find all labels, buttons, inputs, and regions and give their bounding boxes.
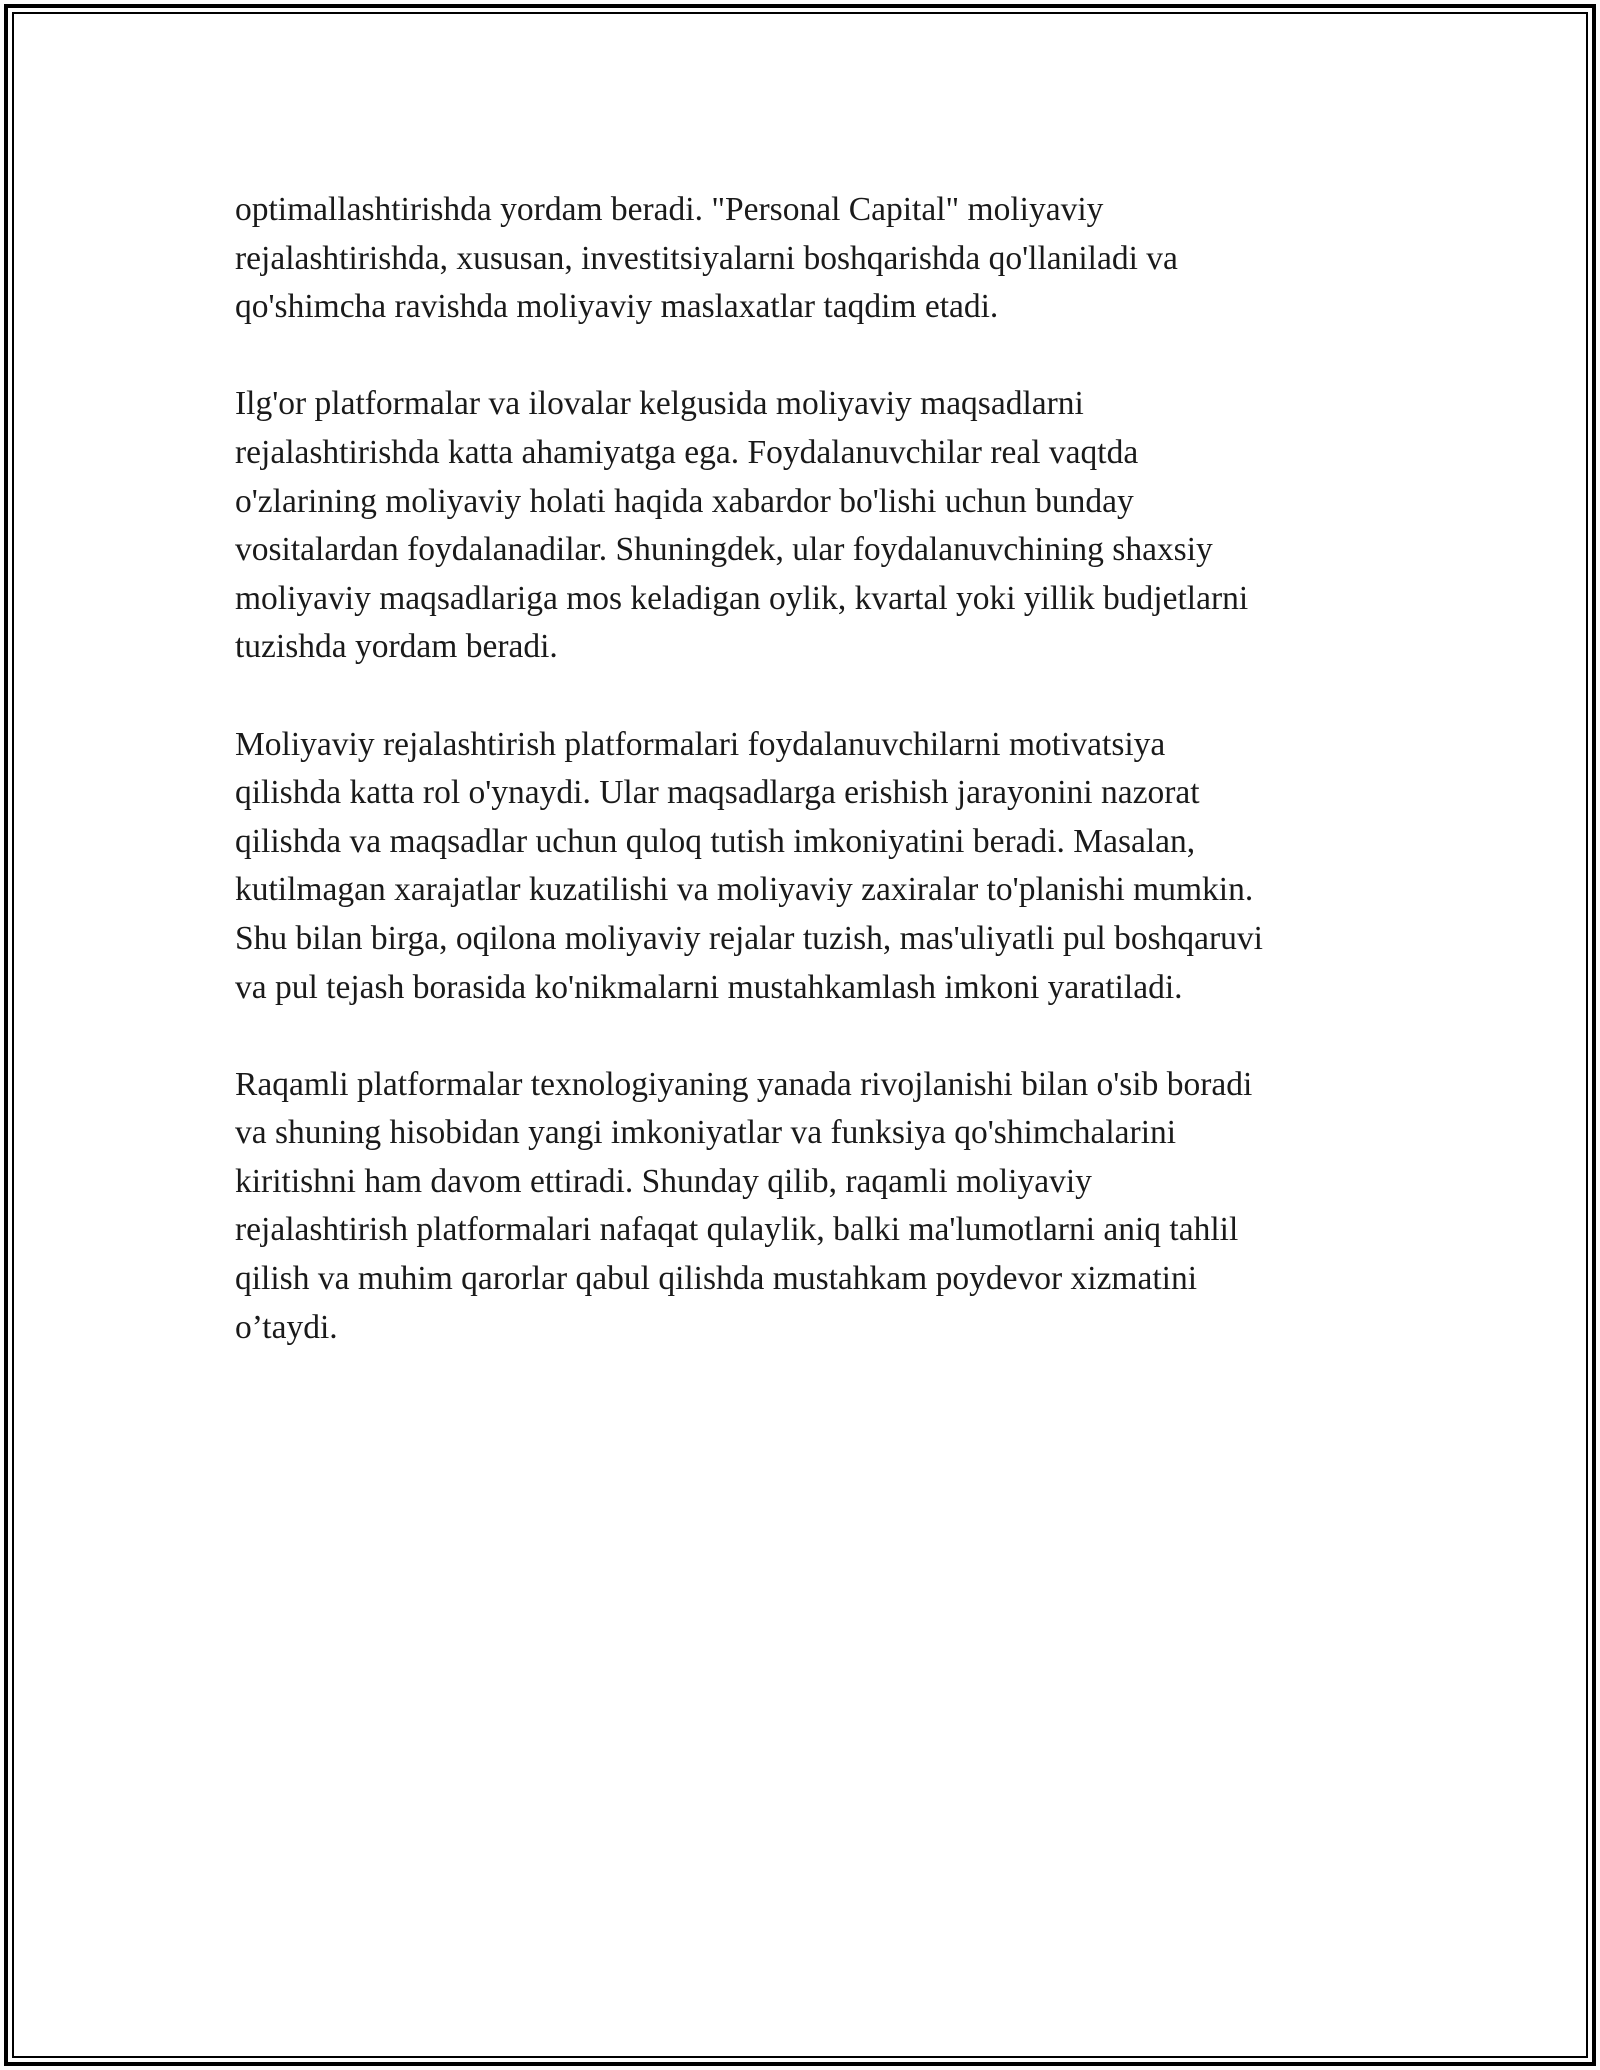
paragraph — [235, 1061, 1375, 1353]
text-line: rejalashtirishda katta ahamiyatga ega. Foydalanuvchilar real vaqtda — [235, 433, 1139, 471]
text-line: rejalashtirish platformalari nafaqat qulaylik, balki ma'lumotlarni aniq tahlil — [235, 1211, 1239, 1249]
text-line: qo'shimcha ravishda moliyaviy maslaxatlar taqdim etadi. — [235, 288, 999, 326]
text-line: qilish va muhim qarorlar qabul qilishda mustahkam poydevor xizmatini — [235, 1260, 1198, 1298]
document-body — [235, 186, 1375, 1401]
text-line: qilishda va maqsadlar uchun quloq tutish imkoniyatini beradi. Masalan, — [235, 822, 1196, 860]
paragraph — [235, 721, 1375, 1013]
text-line: optimallashtirishda yordam beradi. "Personal Capital" moliyaviy — [235, 191, 1104, 228]
text-line: rejalashtirishda, xususan, investitsiyalarni boshqarishda qo'llaniladi va — [235, 239, 1178, 277]
text-line: o’taydi. — [235, 1308, 338, 1346]
text-line: Raqamli platformalar texnologiyaning yanada rivojlanishi bilan o'sib boradi — [235, 1065, 1253, 1103]
text-line: moliyaviy maqsadlariga mos keladigan oylik, kvartal yoki yillik budjetlarni — [235, 579, 1249, 617]
text-line: kiritishni ham davom ettiradi. Shunday qilib, raqamli moliyaviy — [235, 1162, 1092, 1200]
text-line: tuzishda yordam beradi. — [235, 628, 558, 666]
text-line: Ilg'or platformalar va ilovalar kelgusida moliyaviy maqsadlarni — [235, 385, 1084, 423]
text-line: o'zlarining moliyaviy holati haqida xabardor bo'lishi uchun bunday — [235, 482, 1134, 520]
text-line: vositalardan foydalanadilar. Shuningdek, ular foydalanuvchining shaxsiy — [235, 531, 1213, 569]
text-line: Shu bilan birga, oqilona moliyaviy rejalar tuzish, mas'uliyatli pul boshqaruvi — [235, 919, 1263, 957]
paragraph — [235, 186, 1375, 332]
text-line: va shuning hisobidan yangi imkoniyatlar va funksiya qo'shimchalarini — [235, 1114, 1177, 1152]
paragraph — [235, 380, 1375, 672]
text-line: va pul tejash borasida ko'nikmalarni mustahkamlash imkoni yaratiladi. — [235, 968, 1183, 1006]
text-line: kutilmagan xarajatlar kuzatilishi va moliyaviy zaxiralar to'planishi mumkin. — [235, 871, 1254, 909]
text-line: qilishda katta rol o'ynaydi. Ular maqsadlarga erishish jarayonini nazorat — [235, 774, 1200, 812]
text-line: Moliyaviy rejalashtirish platformalari foydalanuvchilarni motivatsiya — [235, 725, 1166, 763]
